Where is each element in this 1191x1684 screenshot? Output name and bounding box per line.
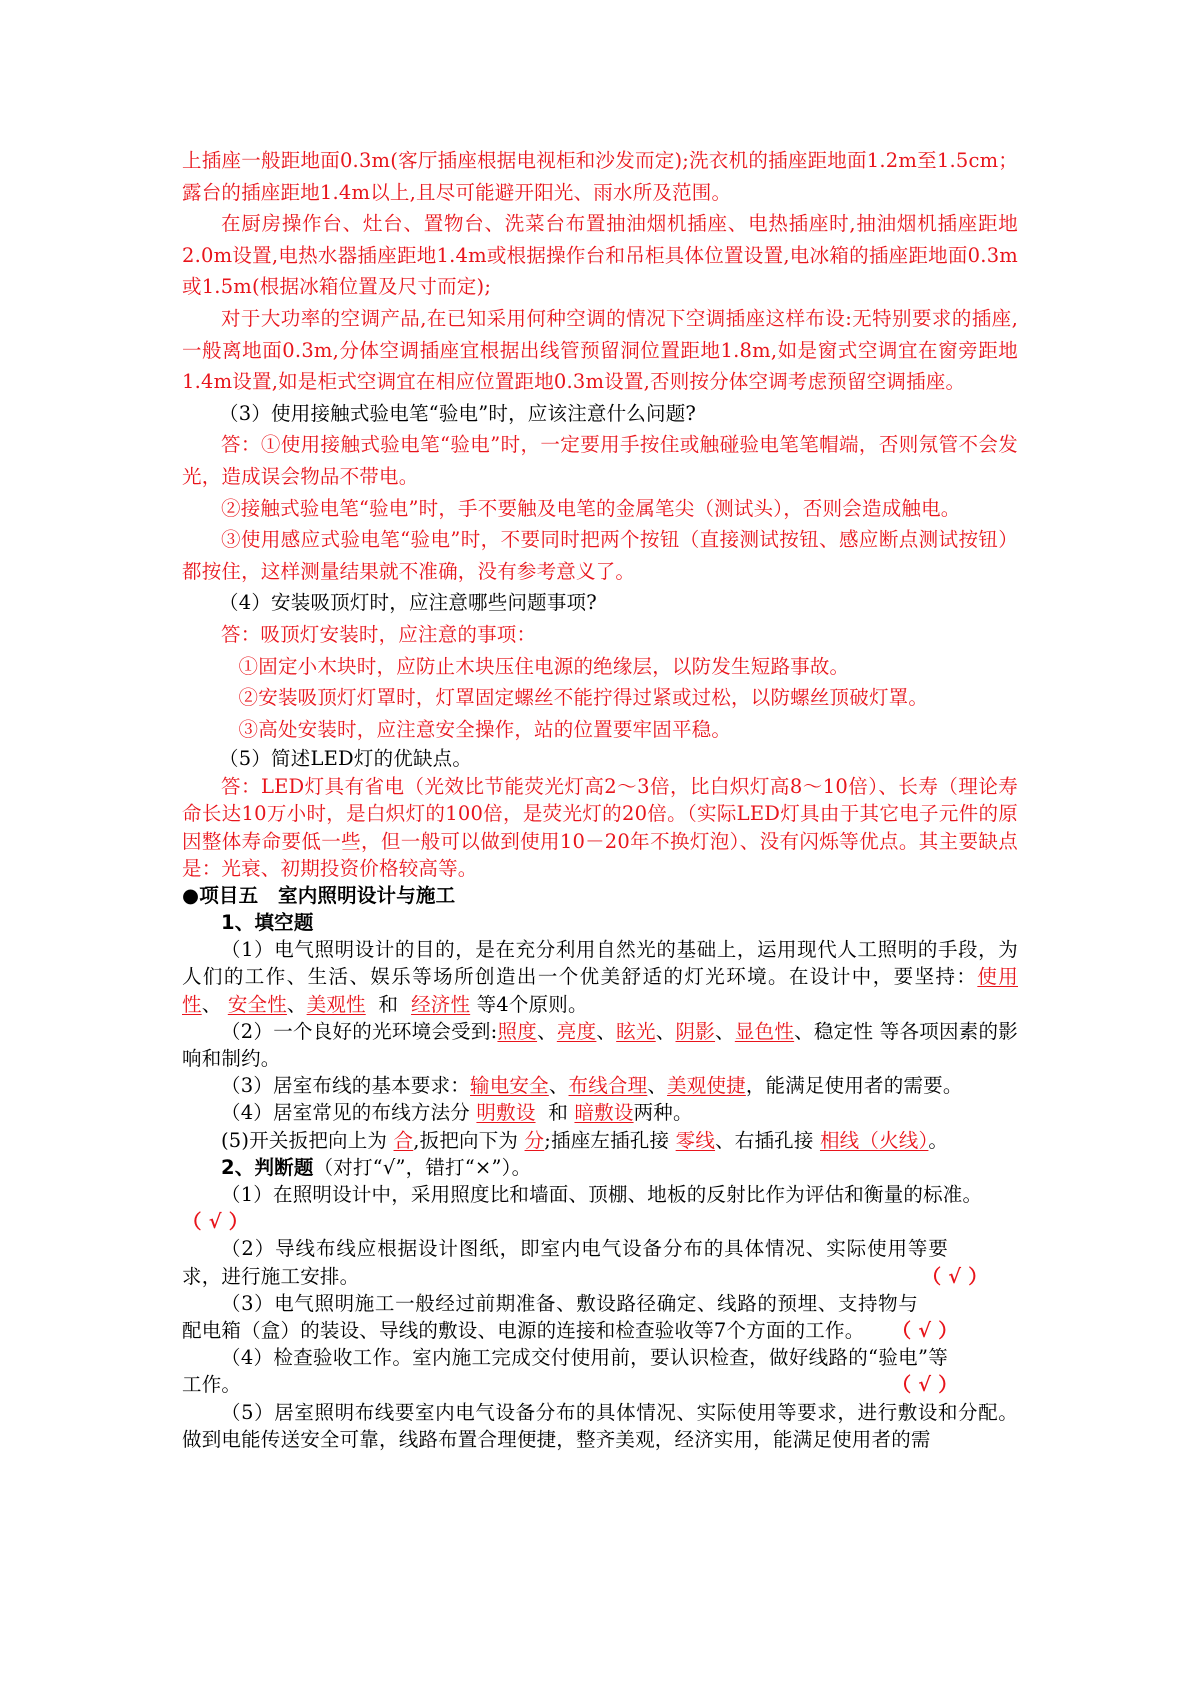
- question-4: （4）安装吸顶灯时，应注意哪些问题事项?: [219, 591, 597, 615]
- blank-answer-safety: 安全性: [227, 992, 287, 1016]
- blank-answer-neat-convenient: 美观使捷: [667, 1074, 746, 1098]
- socket-height-paragraph-3: 对于大功率的空调产品,在已知采用何种空调的情况下空调插座这样布设:无特别要求的插座,一般离地面0.3m,分体空调插座宜根据出线管预留洞位置距地1.8m,如是窗式空调宜在窗旁距地1.4m设置,如是柜式空调宜在相应位置距地0.3m设置,否则按分体空调考虑预留空调插座。: [182, 306, 1018, 394]
- socket-height-paragraph-2: 在厨房操作台、灶台、置物台、洗菜台布置抽油烟机插座、电热插座时,抽油烟机插座距地2.0m设置,电热水器插座距地1.4m或根据操作台和吊柜具体位置设置,电冰箱的插座距地面0.3m或1.5m(根据冰箱位置及尺寸而定);: [182, 212, 1018, 299]
- answer-3-item-1: 答：①使用接触式验电笔“验电”时，一定要用手按住或触碰验电笔笔帽端，否则氖管不会发光，造成误会物品不带电。: [182, 433, 1018, 488]
- blank-answer-illuminance: 照度: [497, 1019, 538, 1043]
- answer-4-item-2: ②安装吸顶灯灯罩时，灯罩固定螺丝不能拧得过紧或过松，以防螺丝顶破灯罩。: [238, 686, 929, 710]
- answer-mark-1: （ √ ）: [182, 1210, 249, 1234]
- answer-5: 答：LED灯具有省电（光效比节能荧光灯高2～3倍，比白炽灯高8～10倍）、长寿（理论寿命长达10万小时，是白炽灯的100倍，是荧光灯的20倍。（实际LED灯具由于其它电子元件的原因整体寿命要低一些，但一般可以做到使用10－20年不换灯泡）、没有闪烁等优点。其主要缺点是：光衰、初期投资价格较高等。: [182, 775, 1018, 880]
- true-false-title: 2、判断题: [221, 1155, 314, 1179]
- answer-mark-3: （ √ ）: [891, 1318, 958, 1342]
- section-title-project-5: ●项目五 室内照明设计与施工: [182, 884, 456, 908]
- blank-answer-economy: 经济性: [411, 992, 471, 1016]
- fill-question-2: （2）一个良好的光环境会受到:照度、亮度、眩光、阴影、显色性、稳定性 等各项因素的影响和制约。: [182, 1019, 1019, 1070]
- blank-answer-glare: 眩光: [616, 1019, 656, 1043]
- judge-question-2: （2）导线布线应根据设计图纸，即室内电气设备分布的具体情况、实际使用等要求，进行施工安排。 （ √ ）: [182, 1235, 1018, 1289]
- answer-3-item-2: ②接触式验电笔“验电”时，手不要触及电笔的金属笔尖（测试头），否则会造成触电。: [221, 496, 961, 520]
- blank-answer-color-rendering: 显色性: [734, 1019, 795, 1043]
- fill-question-3: （3）居室布线的基本要求：输电安全、布线合理、美观使捷，能满足使用者的需要。: [221, 1074, 963, 1098]
- blank-answer-on: 合: [393, 1128, 414, 1152]
- blank-answer-off: 分: [524, 1128, 545, 1152]
- subsection-fill-in-blanks: 1、填空题: [221, 911, 314, 935]
- question-3: （3）使用接触式验电笔“验电”时，应该注意什么问题?: [219, 401, 697, 425]
- blank-answer-surface-wiring: 明敷设: [476, 1101, 536, 1125]
- answer-4-item-1: ①固定小木块时，应防止木块压住电源的绝缘层，以防发生短路事故。: [238, 654, 850, 678]
- document-page: [182, 145, 1018, 1453]
- answer-4-intro: 答：吸顶灯安装时，应注意的事项：: [221, 622, 537, 646]
- blank-answer-power-safety: 输电安全: [470, 1074, 549, 1098]
- answer-mark-2: （ √ ）: [921, 1264, 988, 1288]
- judge-question-1: （1）在照明设计中，采用照度比和墙面、顶棚、地板的反射比作为评估和衡量的标准。 （ √ ）: [182, 1182, 983, 1234]
- judge-question-5: （5）居室照明布线要室内电气设备分布的具体情况、实际使用等要求，进行敷设和分配。做到电能传送安全可靠，线路布置合理便捷，整齐美观，经济实用，能满足使用者的需: [182, 1400, 1018, 1451]
- answer-mark-4: （ √ ）: [891, 1373, 958, 1397]
- blank-answer-neutral-wire: 零线: [675, 1128, 716, 1152]
- answer-3-item-3: ③使用感应式验电笔“验电”时，不要同时把两个按钮（直接测试按钮、感应断点测试按钮）都按住，这样测量结果就不准确，没有参考意义了。: [182, 528, 1018, 583]
- subsection-true-false: [182, 1154, 1018, 1181]
- fill-question-5: (5)开关扳把向上为 合,扳把向下为 分;插座左插孔接 零线、右插孔接 相线（火线）。: [221, 1128, 949, 1152]
- blank-answer-concealed-wiring: 暗敷设: [574, 1101, 634, 1125]
- question-5: （5）简述LED灯的优缺点。: [219, 747, 473, 771]
- answer-4-item-3: ③高处安装时，应注意安全操作，站的位置要牢固平稳。: [238, 717, 732, 741]
- fill-question-1: （1）电气照明设计的目的，是在充分利用自然光的基础上，运用现代人工照明的手段，为人们的工作、生活、娱乐等场所创造出一个优美舒适的灯光环境。在设计中，要坚持：使用性、 安全性、美观性 和 经济性 等4个原则。: [182, 938, 1018, 1016]
- blank-answer-brightness: 亮度: [556, 1019, 597, 1043]
- true-false-instructions: （对打“√”，错打“×”）。: [313, 1155, 532, 1179]
- blank-answer-wiring-reasonable: 布线合理: [568, 1074, 648, 1098]
- socket-height-paragraph-1: 上插座一般距地面0.3m(客厅插座根据电视柜和沙发而定);洗衣机的插座距地面1.2m至1.5cm；露台的插座距地1.4m以上,且尽可能避开阳光、雨水所及范围。: [182, 149, 1018, 204]
- blank-answer-live-wire: 相线（火线）: [819, 1128, 929, 1152]
- judge-question-4: （4）检查验收工作。室内施工完成交付使用前，要认识检查，做好线路的“验电”等工作。 （ √ ）: [182, 1344, 1018, 1398]
- blank-answer-shadow: 阴影: [675, 1019, 716, 1043]
- fill-question-4: （4）居室常见的布线方法分 明敷设 和 暗敷设两种。: [221, 1101, 693, 1125]
- blank-answer-usability: 使用性: [182, 965, 1018, 1016]
- blank-answer-aesthetics: 美观性: [306, 992, 366, 1016]
- judge-question-3: （3）电气照明施工一般经过前期准备、敷设路径确定、线路的预埋、支持物与配电箱（盒）的装设、导线的敷设、电源的连接和检查验收等7个方面的工作。 （ √ ）: [182, 1290, 1018, 1344]
